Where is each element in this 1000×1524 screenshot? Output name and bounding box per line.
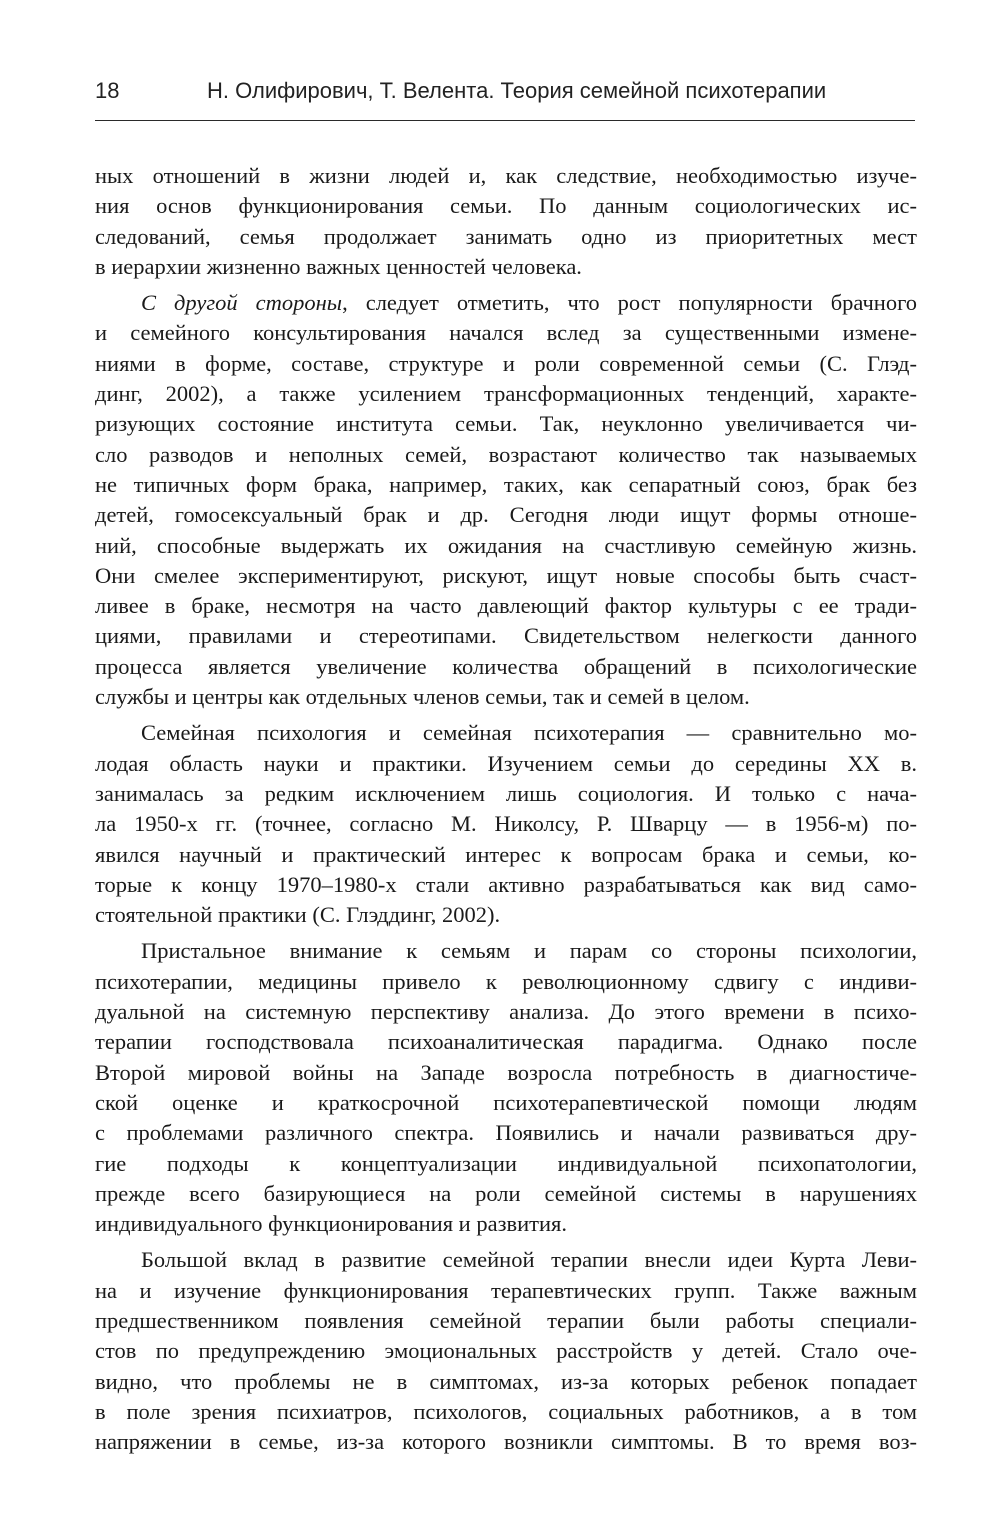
page-number: 18 — [95, 78, 120, 103]
text-line: не типичных форм брака, например, таких, как сепаратный союз, брак без — [95, 471, 917, 497]
text-line: занималась за редким исключением лишь социология. И только с нача- — [95, 780, 917, 806]
italic-lead: С другой стороны — [141, 290, 343, 316]
text-line: дуальной на системную перспективу анализа. До этого времени в психо- — [95, 999, 917, 1025]
text-line: с проблемами различного спектра. Появились и начали развиваться дру- — [95, 1120, 917, 1146]
text-line: напряжении в семье, из-за которого возникли симптомы. В то время воз- — [95, 1429, 917, 1455]
text-line: динг, 2002), а также усилением трансформационных тенденций, характе- — [95, 381, 917, 407]
running-title: Н. Олифирович, Т. Велента. Теория семейной психотерапии — [207, 78, 827, 103]
text-fragment: , следует отметить, что рост популярности брачного — [342, 290, 918, 316]
text-line: индивидуального функционирования и развития. — [95, 1211, 567, 1237]
text-line: гие подходы к концептуализации индивидуальной психопатологии, — [95, 1150, 917, 1176]
text-line: ниями в форме, составе, структуре и роли современной семьи (С. Глэд- — [95, 350, 917, 376]
paragraph — [95, 1245, 917, 1457]
text-line: лодая область науки и практики. Изучением семьи до середины XX в. — [95, 750, 917, 776]
text-line: Они смелее экспериментируют, рискуют, ищут новые способы быть счаст- — [95, 562, 917, 588]
text-line: торые к концу 1970–1980-х стали активно разрабатываться как вид само- — [95, 871, 917, 897]
text-line: Большой вклад в развитие семейной терапии внесли идеи Курта Леви- — [141, 1247, 917, 1273]
text-line: следований, семья продолжает занимать одно из приоритетных мест — [95, 223, 917, 249]
text-line: стов по предупреждению эмоциональных расстройств у детей. Стало оче- — [95, 1338, 917, 1364]
text-line: прежде всего базирующиеся на роли семейной системы в нарушениях — [95, 1180, 917, 1206]
text-line: стоятельной практики (С. Глэддинг, 2002). — [95, 902, 501, 928]
text-line: Второй мировой войны на Западе возросла потребность в диагностиче- — [95, 1059, 917, 1085]
text-line: в поле зрения психиатров, психологов, социальных работников, а в том — [95, 1398, 917, 1424]
body-text — [95, 161, 917, 1457]
text-line: предшественником появления семейной терапии были работы специали- — [95, 1307, 917, 1333]
paragraph — [95, 718, 917, 930]
text-line: ний, способные выдержать их ожидания на счастливую семейную жизнь. — [95, 532, 917, 558]
text-line: детей, гомосексуальный брак и др. Сегодня люди ищут формы отноше- — [95, 502, 917, 528]
text-line: ных отношений в жизни людей и, как следствие, необходимостью изуче- — [95, 163, 917, 188]
text-line: службы и центры как отдельных членов семьи, так и семей в целом. — [95, 684, 750, 710]
text-line: циями, правилами и стереотипами. Свидетельством нелегкости данного — [95, 623, 917, 649]
text-line: психотерапии, медицины привело к революционному сдвигу с индиви- — [95, 968, 917, 994]
text-line: ливее в браке, несмотря на часто давлеющий фактор культуры с ее тради- — [95, 593, 917, 619]
text-line: ния основ функционирования семьи. По данным социологических ис- — [95, 193, 917, 219]
text-line: ской оценке и краткосрочной психотерапевтической помощи людям — [95, 1089, 917, 1115]
text-line: в иерархии жизненно важных ценностей человека. — [95, 253, 582, 279]
paragraph — [95, 161, 917, 282]
text-line: Пристальное внимание к семьям и парам со стороны психологии, — [141, 938, 917, 964]
text-line: сло разводов и неполных семей, возрастают количество так называемых — [95, 441, 917, 467]
text-line: видно, что проблемы не в симптомах, из-за которых ребенок попадает — [95, 1368, 917, 1394]
text-line: ла 1950-х гг. (точнее, согласно М. Николсу, Р. Шварцу — в 1956-м) по- — [95, 811, 917, 837]
text-line: и семейного консультирования начался вслед за существенными измене- — [95, 320, 917, 346]
text-line: ризующих состояние института семьи. Так, неуклонно увеличивается чи- — [95, 411, 917, 437]
text-line: процесса является увеличение количества обращений в психологические — [95, 653, 917, 679]
text-line: явился научный и практический интерес к вопросам брака и семьи, ко- — [95, 841, 917, 867]
text-line — [95, 288, 917, 318]
page-header — [95, 72, 915, 121]
text-line: терапии господствовала психоаналитическая парадигма. Однако после — [95, 1029, 917, 1055]
paragraph — [95, 936, 917, 1239]
paragraph — [95, 288, 917, 712]
text-line: на и изучение функционирования терапевтических групп. Также важным — [95, 1277, 917, 1303]
text-line: Семейная психология и семейная психотерапия — сравнительно мо- — [141, 720, 917, 746]
